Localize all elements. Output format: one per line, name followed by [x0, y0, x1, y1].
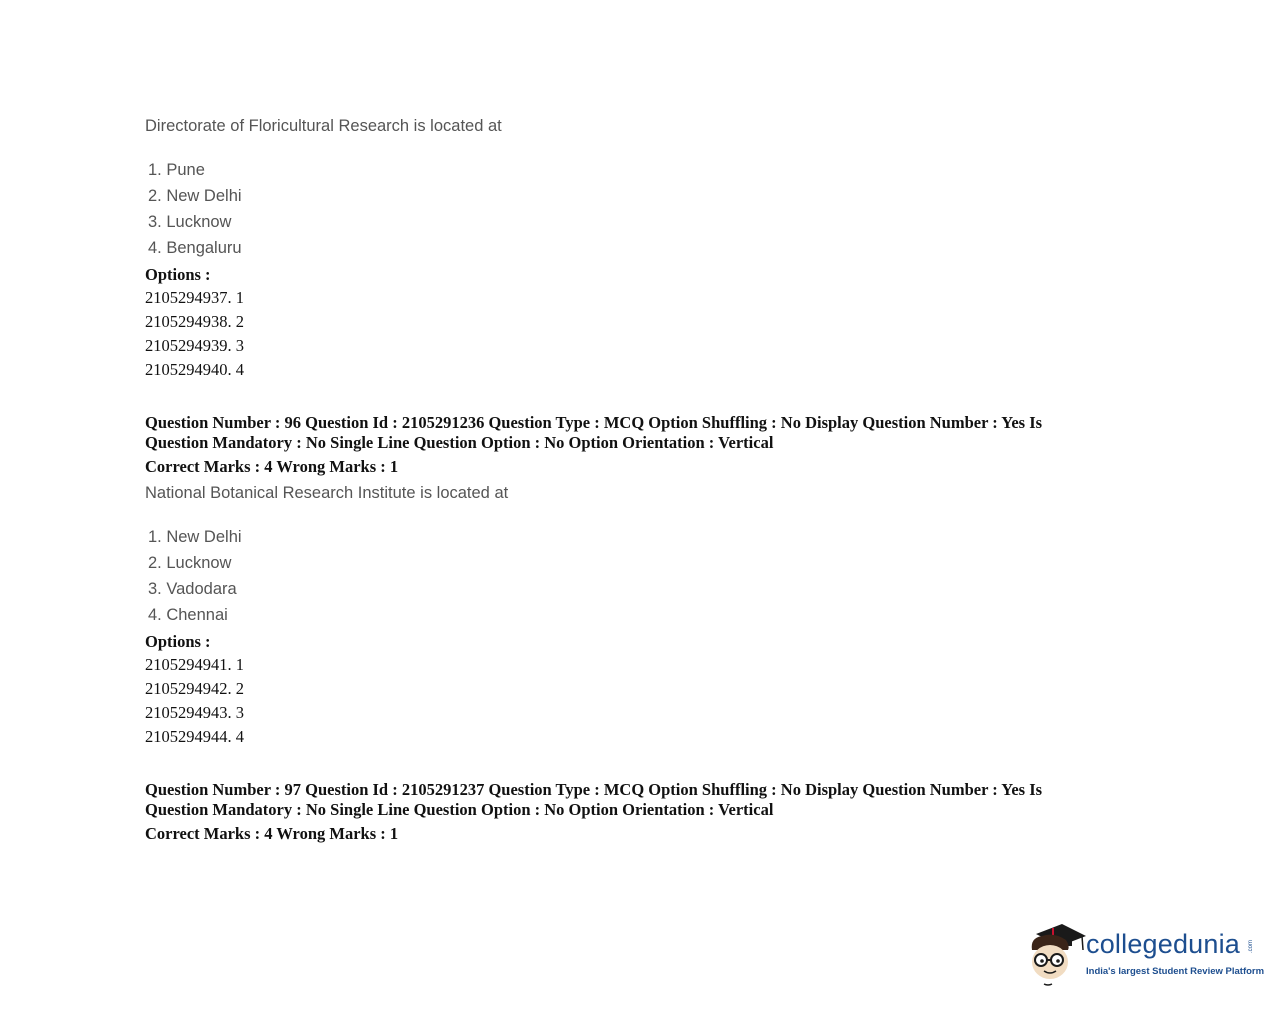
option-id-item: 2105294941. 1: [145, 655, 244, 674]
logo-com: .com: [1248, 940, 1254, 954]
logo-tagline: India's largest Student Review Platform: [1086, 966, 1265, 977]
option-id-item: 2105294939. 3: [145, 336, 244, 355]
choice-item: 1. Pune: [148, 161, 205, 179]
options-label-96: Options :: [145, 632, 211, 651]
choice-item: 3. Vadodara: [148, 580, 237, 598]
marks-97: Correct Marks : 4 Wrong Marks : 1: [145, 824, 399, 843]
option-id-list-96: [145, 653, 244, 749]
choice-item: 3. Lucknow: [148, 213, 232, 231]
logo-wordmark: collegedunia: [1086, 929, 1241, 959]
choice-list-prev: [148, 157, 242, 261]
option-id-item: 2105294944. 4: [145, 727, 244, 746]
options-label-prev: Options :: [145, 265, 211, 284]
choice-item: 2. Lucknow: [148, 554, 232, 572]
option-id-list-prev: [145, 286, 244, 382]
choice-item: 4. Chennai: [148, 606, 228, 624]
question-meta-97: Question Number : 97 Question Id : 2105291237 Question Type : MCQ Option Shuffling : No Display Question Number : Yes Is Question Mandatory : No Single Line Question Option : No Option Orientation : Vertical: [145, 780, 1043, 819]
choice-item: 4. Bengaluru: [148, 239, 242, 257]
choice-item: 2. New Delhi: [148, 187, 242, 205]
choice-list-96: [148, 524, 242, 628]
collegedunia-logo: [1024, 918, 1264, 990]
marks-96: Correct Marks : 4 Wrong Marks : 1: [145, 457, 399, 476]
question-text-prev: Directorate of Floricultural Research is located at: [145, 117, 502, 135]
option-id-item: 2105294940. 4: [145, 360, 244, 379]
option-id-item: 2105294937. 1: [145, 288, 244, 307]
question-text-96: National Botanical Research Institute is located at: [145, 484, 509, 502]
choice-item: 1. New Delhi: [148, 528, 242, 546]
question-meta-96: Question Number : 96 Question Id : 2105291236 Question Type : MCQ Option Shuffling : No Display Question Number : Yes Is Question Mandatory : No Single Line Question Option : No Option Orientation : Vertical: [145, 413, 1043, 452]
option-id-item: 2105294943. 3: [145, 703, 244, 722]
option-id-item: 2105294942. 2: [145, 679, 244, 698]
mascot-icon: [1026, 920, 1088, 988]
option-id-item: 2105294938. 2: [145, 312, 244, 331]
